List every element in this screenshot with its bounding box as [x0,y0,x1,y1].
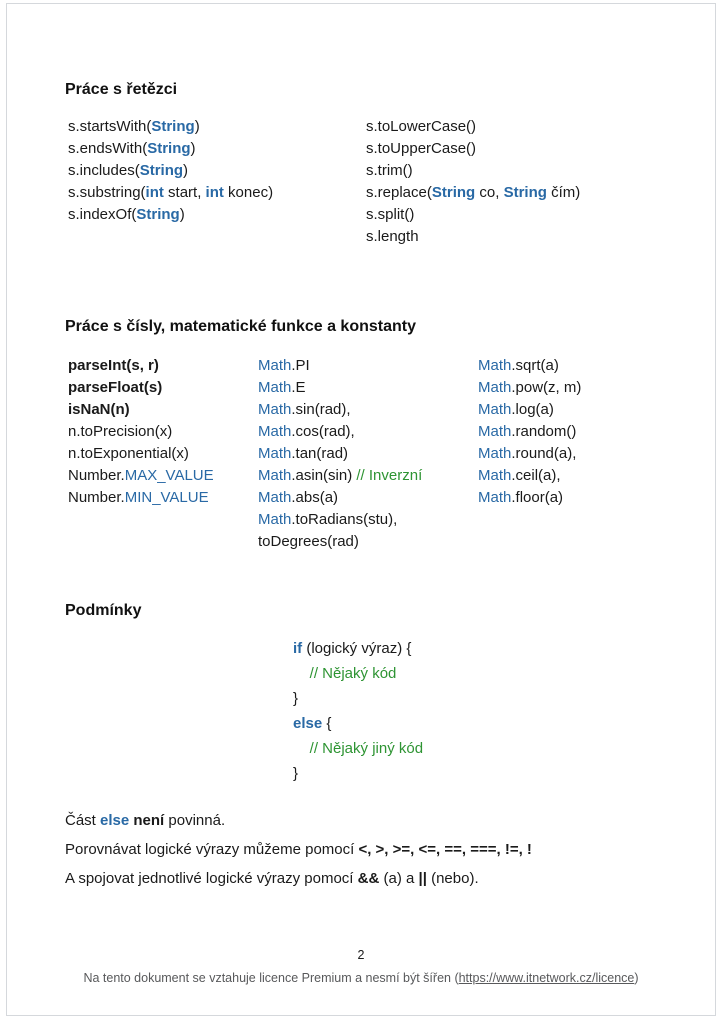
code-segment: povinná. [164,812,226,829]
code-line [478,443,581,465]
code-segment: } [293,765,299,782]
license-text-suffix: ) [634,971,639,985]
code-line [478,421,581,443]
license-text-prefix: Na tento dokument se vztahuje licence Premium a nesmí být šířen ( [83,971,459,985]
code-segment: MAX_VALUE [124,467,214,484]
code-segment: Math [258,401,292,418]
code-line [68,487,214,509]
code-line [68,204,273,226]
code-line [258,355,422,377]
code-segment: Math [478,379,512,396]
code-segment: String [431,184,476,201]
code-line [293,661,423,686]
code-segment: Math [258,511,292,528]
code-segment: ) [194,118,200,135]
code-line [258,487,422,509]
code-segment: ) [183,162,189,179]
code-segment: A spojovat jednotlivé logické výrazy pomocí [65,870,358,887]
code-segment: konec) [223,184,274,201]
code-segment: s.substring( [68,184,146,201]
notes-paragraph [65,806,532,893]
code-segment: Porovnávat logické výrazy můžeme pomocí [65,841,359,858]
code-segment: s.replace( [366,184,432,201]
code-segment: ) [190,140,196,157]
code-segment: String [136,206,180,223]
code-segment: int [205,184,224,201]
code-line [65,835,532,864]
code-segment: && [357,870,380,887]
code-segment: (nebo). [426,870,479,887]
code-segment: .sqrt(a) [511,357,559,374]
code-line [65,806,532,835]
code-segment: Math [258,467,292,484]
code-segment: start, [163,184,206,201]
code-segment: .ceil(a), [511,467,561,484]
code-line [68,377,214,399]
code-line [68,182,273,204]
code-line [293,686,423,711]
section-title-conditions: Podmínky [65,602,142,619]
code-segment: .abs(a) [291,489,339,506]
code-segment: String [151,118,195,135]
code-segment: co, [475,184,504,201]
code-segment: n.toExponential(x) [68,445,189,462]
code-line [258,399,422,421]
code-segment: .toRadians(stu), [291,511,398,528]
license-link[interactable]: https://www.itnetwork.cz/licence [458,971,635,985]
code-line [366,226,580,248]
code-segment: Math [478,489,512,506]
code-segment: s.toLowerCase() [366,118,477,135]
code-segment: .PI [291,357,310,374]
code-segment: parseFloat(s) [68,379,163,396]
code-segment: else [293,715,323,732]
code-line [68,443,214,465]
code-segment: toDegrees(rad) [258,533,359,550]
code-line [366,204,580,226]
code-line [478,355,581,377]
code-line [293,736,423,761]
code-segment: .log(a) [511,401,554,418]
code-segment: isNaN(n) [68,401,130,418]
numbers-column-1 [68,355,214,509]
code-line [68,399,214,421]
code-segment: není [133,812,165,829]
code-segment: .pow(z, m) [511,379,582,396]
code-line [366,182,580,204]
code-segment: // Inverzní [356,467,423,484]
code-line [68,421,214,443]
strings-column-left [68,116,273,226]
code-segment: Math [478,467,512,484]
code-line [258,377,422,399]
code-segment: String [147,140,191,157]
code-segment: (logický výraz) { [302,640,412,657]
code-line [68,138,273,160]
code-segment: s.endsWith( [68,140,148,157]
code-segment: .cos(rad), [291,423,355,440]
code-segment: .E [291,379,306,396]
code-segment: n.toPrecision(x) [68,423,173,440]
code-line [258,465,422,487]
code-segment: s.split() [366,206,415,223]
code-line [478,465,581,487]
code-segment: .random() [511,423,577,440]
code-segment: s.startsWith( [68,118,152,135]
code-segment: Math [478,401,512,418]
code-segment: s.includes( [68,162,140,179]
code-segment: Math [258,379,292,396]
code-segment: Math [258,423,292,440]
code-segment: Math [258,445,292,462]
section-title-strings: Práce s řetězci [65,81,178,98]
code-line [366,116,580,138]
code-segment: Math [258,489,292,506]
numbers-column-3 [478,355,581,509]
code-segment: s.indexOf( [68,206,137,223]
code-segment: Number. [68,489,125,506]
code-segment: String [139,162,184,179]
code-segment: if [293,640,303,657]
code-segment: (a) a [379,870,419,887]
code-line [258,509,422,531]
code-segment: // Nějaký kód [309,665,397,682]
code-segment: .asin(sin) [291,467,357,484]
strings-column-right [366,116,580,248]
code-line [478,487,581,509]
code-segment: Math [478,357,512,374]
code-line [258,531,422,553]
code-segment: Math [478,423,512,440]
code-segment: String [503,184,547,201]
code-segment: Number. [68,467,125,484]
code-line [68,116,273,138]
code-segment [293,740,310,757]
code-segment: ) [179,206,185,223]
section-title-numbers: Práce s čísly, matematické funkce a konstanty [65,318,416,335]
code-line [293,636,423,661]
code-segment: } [293,690,299,707]
license-footer [0,971,722,985]
code-segment: s.length [366,228,419,245]
code-segment: Math [258,357,292,374]
code-segment: .sin(rad), [291,401,351,418]
code-line [68,355,214,377]
code-segment: Math [478,445,512,462]
code-segment: parseInt(s, r) [68,357,159,374]
code-segment: .tan(rad) [291,445,349,462]
code-line [293,711,423,736]
code-segment: int [145,184,164,201]
code-line [478,377,581,399]
code-line [478,399,581,421]
code-segment: MIN_VALUE [124,489,209,506]
code-segment: s.toUpperCase() [366,140,477,157]
code-segment: || [418,870,427,887]
code-segment: // Nějaký jiný kód [309,740,424,757]
code-segment: .floor(a) [511,489,564,506]
code-line [293,761,423,786]
page-number: 2 [357,948,365,962]
code-line [366,160,580,182]
code-segment: čím) [546,184,581,201]
if-else-code-block [293,636,423,786]
code-line [65,864,532,893]
code-segment [293,665,310,682]
code-segment: s.trim() [366,162,413,179]
code-segment: .round(a), [511,445,577,462]
code-segment: Část [65,812,101,829]
code-line [258,421,422,443]
code-line [68,465,214,487]
code-segment: else [100,812,130,829]
code-segment: { [322,715,332,732]
code-line [68,160,273,182]
code-segment: <, >, >=, <=, ==, ===, !=, ! [358,841,532,858]
code-line [258,443,422,465]
code-line [366,138,580,160]
numbers-column-2 [258,355,422,553]
